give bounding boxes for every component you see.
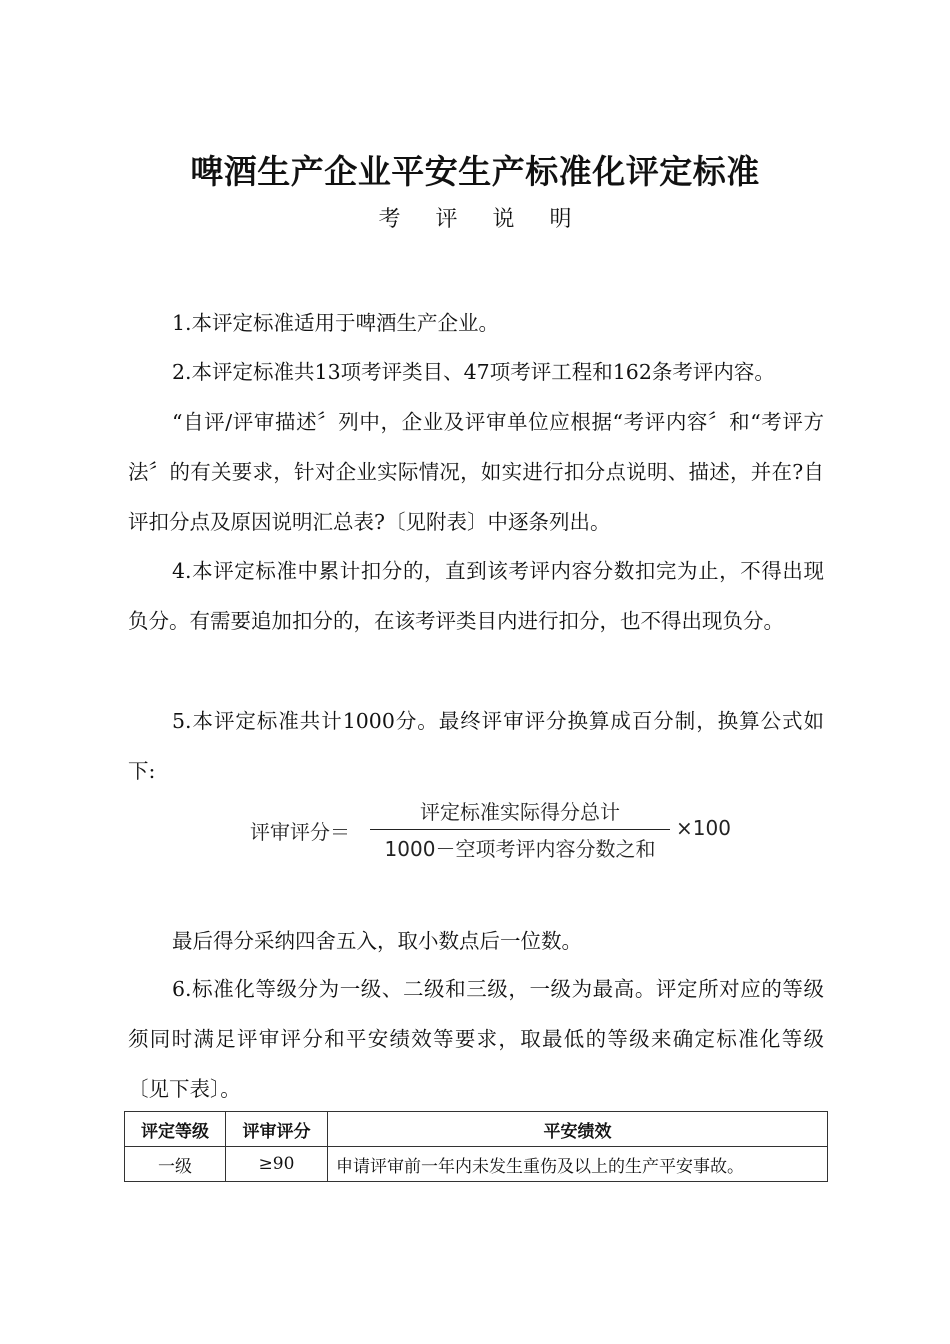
score-formula [250, 796, 750, 866]
formula-fraction [370, 796, 670, 865]
grade-table [124, 1111, 828, 1182]
paragraph-6: 6.标准化等级分为一级、二级和三级，一级为最高。评定所对应的等级须同时满足评审评分和平安绩效等要求，取最低的等级来确定标准化等级〔见下表〕。 [128, 977, 824, 1101]
formula-numerator: 评定标准实际得分总计 [420, 800, 620, 824]
paragraph-3: “自评/评审描述〞列中，企业及评审单位应根据“考评内容〞和“考评方法〞的有关要求，针对企业实际情况，如实进行扣分点说明、描述，并在?自评扣分点及原因说明汇总表?〔见附表〕中逐条列出。 [128, 410, 824, 534]
header-grade-level: 评定等级 [125, 1112, 226, 1147]
table-row [125, 1147, 828, 1182]
document-title: 啤酒生产企业平安生产标准化评定标准 [190, 152, 760, 191]
table-header-row [125, 1112, 828, 1147]
formula-denominator: 1000－空项考评内容分数之和 [384, 837, 656, 861]
formula-multiplier: ×100 [676, 816, 731, 840]
fraction-bar [370, 829, 670, 830]
header-safety-performance: 平安绩效 [328, 1112, 828, 1147]
formula-lhs: 评审评分＝ [250, 820, 350, 844]
paragraph-1: 1.本评定标准适用于啤酒生产企业。 [172, 311, 500, 335]
cell-grade-level: 一级 [125, 1147, 226, 1182]
cell-review-score: ≥90 [226, 1147, 328, 1182]
cell-safety-performance: 申请评审前一年内未发生重伤及以上的生产平安事故。 [328, 1147, 828, 1182]
paragraph-4: 4.本评定标准中累计扣分的，直到该考评内容分数扣完为止，不得出现负分。有需要追加扣分的，在该考评类目内进行扣分，也不得出现负分。 [128, 559, 824, 633]
paragraph-2: 2.本评定标准共13项考评类目、47项考评工程和162条考评内容。 [172, 360, 775, 384]
paragraph-5: 5.本评定标准共计1000分。最终评审评分换算成百分制，换算公式如下: [128, 709, 824, 783]
header-review-score: 评审评分 [226, 1112, 328, 1147]
document-subtitle: 考 评 说 明 [378, 207, 586, 232]
paragraph-rounding: 最后得分采纳四舍五入，取小数点后一位数。 [172, 929, 582, 953]
